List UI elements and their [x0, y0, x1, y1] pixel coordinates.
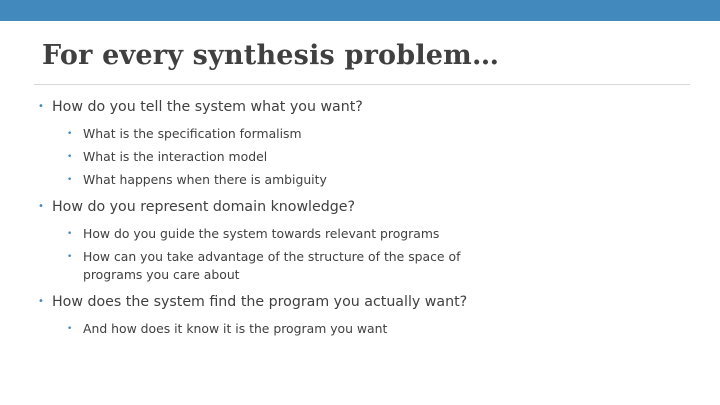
sub-bullet-item: • How can you take advantage of the structure of the space of programs you care about [67, 248, 463, 284]
title-divider [34, 84, 690, 85]
sub-bullet-item: • What is the interaction model [67, 148, 463, 166]
bullet-item [38, 97, 678, 189]
bullet-text: How does the system find the program you actually want? [52, 294, 468, 310]
sub-bullet-list [52, 125, 678, 189]
sub-bullet-list [52, 225, 678, 284]
bullet-item [38, 292, 678, 338]
top-accent-bar [0, 0, 720, 21]
sub-bullet-item: • How do you guide the system towards relevant programs [67, 225, 463, 243]
sub-bullet-item: • What happens when there is ambiguity [67, 171, 463, 189]
sub-bullet-item: • What is the specification formalism [67, 125, 463, 143]
slide-title: For every synthesis problem… [42, 40, 500, 71]
sub-bullet-list [52, 320, 678, 338]
bullet-text: How do you represent domain knowledge? [52, 199, 356, 215]
bullet-text: How do you tell the system what you want? [52, 99, 363, 115]
sub-bullet-item: • And how does it know it is the program you want [67, 320, 463, 338]
bullet-item [38, 197, 678, 284]
bullet-list [38, 97, 678, 346]
